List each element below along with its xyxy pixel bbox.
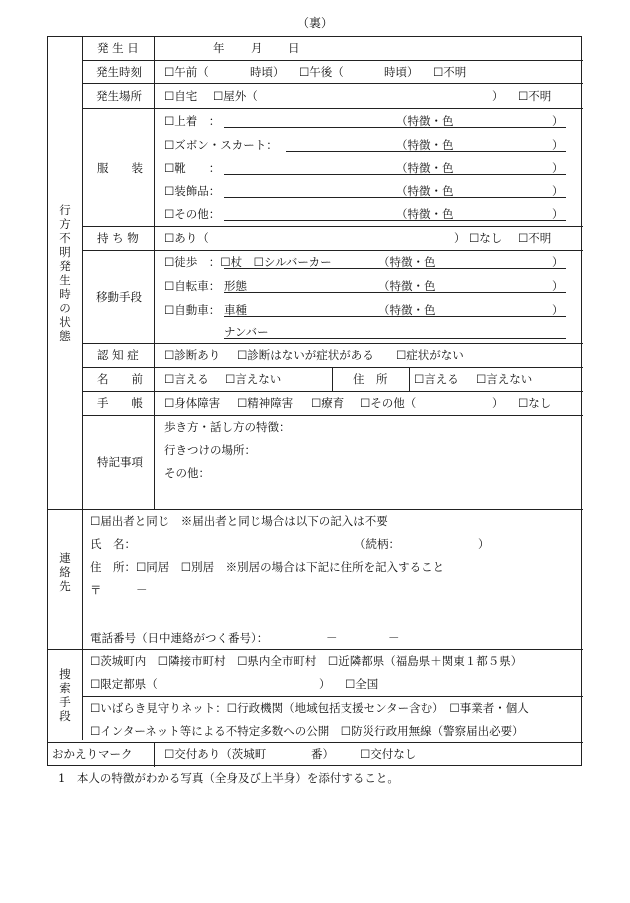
- checkbox-bicycle[interactable]: ☐自転車：: [164, 279, 221, 293]
- okaeri-divider: [154, 742, 155, 767]
- label-place: 発生場所: [96, 89, 142, 103]
- page-title: （裏）: [296, 16, 333, 30]
- checkbox-belongings-unknown[interactable]: ☐不明: [518, 231, 552, 245]
- checkbox-no-symptoms[interactable]: ☐症状がない: [396, 348, 464, 362]
- other-clothing-field[interactable]: [224, 220, 566, 221]
- checkbox-address-can[interactable]: ☐言える: [414, 372, 459, 386]
- missing-person-form: 行方不明発生時の状態 連絡先 捜索手段 発 生 日 発生時刻 発生場所 服 装 持 ち 物 移動手段 認 知 症 名 前 住 所 手 帳 特記事項 おかえりマーク 年 月 日 ☐午前（ 時頃） ☐午後（ 時頃） ☐不明 ☐自宅 ☐屋外（ ） ☐不明 ☐上着 ： （特徴・色 ） ☐ズボン・スカート： （特徴・色 ） ☐靴 ： （特徴・色 ） ☐装飾品： （特徴・色 ） ☐その他： （特徴・色 ） ☐あり（ ） ☐なし ☐不明 ☐徒歩 ：☐杖 ☐シルバーカー （特徴・色 ） ☐自転車： 形態 （特徴・色 ） ☐自動車： 車種 （特徴・色 ） ナンバー ☐診断あり ☐診断はないが症状がある ☐症状がない ☐言える ☐言えない ☐言える ☐言えない ☐身体障害 ☐精神障害 ☐療育 ☐その他（ ） ☐なし 歩き方・話し方の特徴： 行きつけの場所： その他： ☐届出者と同じ ※届出者と同じ場合は以下の記入は不要 氏 名： （続柄： ） 住 所：☐同居 ☐別居 ※別居の場合は下記に住所を記入すること 〒 － 電話番号（日中連絡がつく番号）： － － ☐茨城町内 ☐隣接市町村 ☐県内全市町村 ☐近隣都県（福島県＋関東１都５県） ☐限定都県（ ） ☐全国 ☐いばらき見守りネット：☐行政機関（地域包括支援センター含む） ☐事業者・個人 ☐インターネット等による不特定多数への公開 ☐防災行政用無線（警察届出必要） ☐交付あり（茨城町 番） ☐交付なし: [47, 36, 582, 766]
- date-year: 年: [213, 41, 225, 55]
- contact-name: 氏 名：: [90, 537, 136, 551]
- address-value-divider: [409, 367, 410, 391]
- checkbox-am[interactable]: ☐午前（: [164, 65, 209, 79]
- checkbox-name-can[interactable]: ☐言える: [164, 372, 209, 386]
- checkbox-name-cannot[interactable]: ☐言えない: [225, 372, 282, 386]
- checkbox-top[interactable]: ☐上着 ：: [164, 114, 221, 128]
- pm-hour: 時頃）: [384, 65, 419, 79]
- checkbox-belongings-none[interactable]: ☐なし: [469, 231, 503, 245]
- search-network-options[interactable]: ☐いばらき見守りネット：☐行政機関（地域包括支援センター含む） ☐事業者・個人: [90, 701, 529, 715]
- postal-dash: －: [136, 583, 148, 597]
- shoes-field[interactable]: [224, 174, 566, 175]
- checkbox-physical[interactable]: ☐身体障害: [164, 396, 221, 410]
- checkbox-handbook-other[interactable]: ☐その他（: [360, 396, 417, 410]
- checkbox-mental[interactable]: ☐精神障害: [237, 396, 294, 410]
- checkbox-same-as-reporter[interactable]: ☐届出者と同じ ※届出者と同じ場合は以下の記入は不要: [90, 514, 388, 528]
- checkbox-home[interactable]: ☐自宅: [164, 89, 198, 103]
- car-plate: ナンバー: [224, 325, 269, 339]
- checkbox-address-cannot[interactable]: ☐言えない: [476, 372, 533, 386]
- label-clothing: 服 装: [97, 161, 143, 175]
- label-address: 住 所: [353, 372, 388, 386]
- plate-field[interactable]: [224, 338, 566, 339]
- checkbox-walk[interactable]: ☐徒歩 ：☐杖 ☐シルバーカー: [164, 255, 332, 269]
- checkbox-diagnosed[interactable]: ☐診断あり: [164, 348, 221, 362]
- checkbox-place-unknown[interactable]: ☐不明: [518, 89, 552, 103]
- note-places: 行きつけの場所：: [164, 443, 256, 457]
- checkbox-shoes[interactable]: ☐靴 ：: [164, 161, 221, 175]
- label-time: 発生時刻: [96, 65, 142, 79]
- date-day: 日: [288, 41, 300, 55]
- bicycle-form: 形態: [224, 279, 247, 293]
- contact-address[interactable]: 住 所：☐同居 ☐別居 ※別居の場合は下記に住所を記入すること: [90, 560, 445, 574]
- search-public-options[interactable]: ☐インターネット等による不特定多数への公開 ☐防災行政用無線（警察届出必要）: [90, 724, 524, 738]
- top-feature: （特徴・色: [396, 114, 454, 128]
- checkbox-pm[interactable]: ☐午後（: [299, 65, 344, 79]
- checkbox-symptoms[interactable]: ☐診断はないが症状がある: [237, 348, 374, 362]
- postal-mark: 〒: [90, 583, 102, 597]
- checkbox-outdoor[interactable]: ☐屋外（: [213, 89, 258, 103]
- am-hour: 時頃）: [250, 65, 285, 79]
- section-status-title: 行方不明発生時の状態: [59, 203, 71, 343]
- label-transport: 移動手段: [96, 290, 142, 304]
- label-name: 名 前: [97, 372, 143, 386]
- outdoor-close: ）: [492, 89, 504, 103]
- checkbox-car[interactable]: ☐自動車：: [164, 303, 221, 317]
- label-date: 発 生 日: [97, 41, 139, 55]
- accessory-field[interactable]: [224, 197, 566, 198]
- checkbox-bottom[interactable]: ☐ズボン・スカート：: [164, 138, 278, 152]
- checkbox-nationwide[interactable]: ☐全国: [345, 677, 379, 691]
- checkbox-okaeri-not-issued[interactable]: ☐交付なし: [360, 747, 417, 761]
- belongings-close: ）: [454, 231, 466, 245]
- section-divider-lower: [82, 509, 83, 740]
- checkbox-okaeri-issued[interactable]: ☐交付あり（茨城町: [164, 747, 267, 761]
- label-belongings: 持 ち 物: [97, 231, 139, 245]
- checkbox-belongings-yes[interactable]: ☐あり（: [164, 231, 209, 245]
- name-address-divider: [332, 367, 333, 391]
- note-walk-speech: 歩き方・話し方の特徴：: [164, 420, 291, 434]
- date-month: 月: [251, 41, 263, 55]
- note-other: その他：: [164, 466, 210, 480]
- top-field[interactable]: [224, 127, 566, 128]
- footnote: 1 本人の特徴がわかる写真（全身及び上半身）を添付すること。: [58, 771, 399, 785]
- label-okaeri: おかえりマーク: [52, 747, 133, 761]
- section-contact-title: 連絡先: [59, 551, 71, 593]
- checkbox-handbook-none[interactable]: ☐なし: [518, 396, 552, 410]
- contact-phone: 電話番号（日中連絡がつく番号）：: [90, 631, 269, 645]
- checkbox-time-unknown[interactable]: ☐不明: [433, 65, 467, 79]
- okaeri-number: 番）: [311, 747, 334, 761]
- contact-relation: （続柄：: [354, 537, 400, 551]
- label-notes: 特記事項: [97, 455, 143, 469]
- label-dementia: 認 知 症: [97, 348, 139, 362]
- section-search-title: 捜索手段: [59, 667, 71, 723]
- checkbox-therapy[interactable]: ☐療育: [311, 396, 345, 410]
- search-area-options[interactable]: ☐茨城町内 ☐隣接市町村 ☐県内全市町村 ☐近隣都県（福島県＋関東１都５県）: [90, 654, 523, 668]
- label-handbook: 手 帳: [97, 396, 143, 410]
- checkbox-other-clothing[interactable]: ☐その他：: [164, 207, 221, 221]
- car-model: 車種: [224, 303, 247, 317]
- checkbox-limited-prefecture[interactable]: ☐限定都県（: [90, 677, 158, 691]
- checkbox-accessory[interactable]: ☐装飾品：: [164, 184, 221, 198]
